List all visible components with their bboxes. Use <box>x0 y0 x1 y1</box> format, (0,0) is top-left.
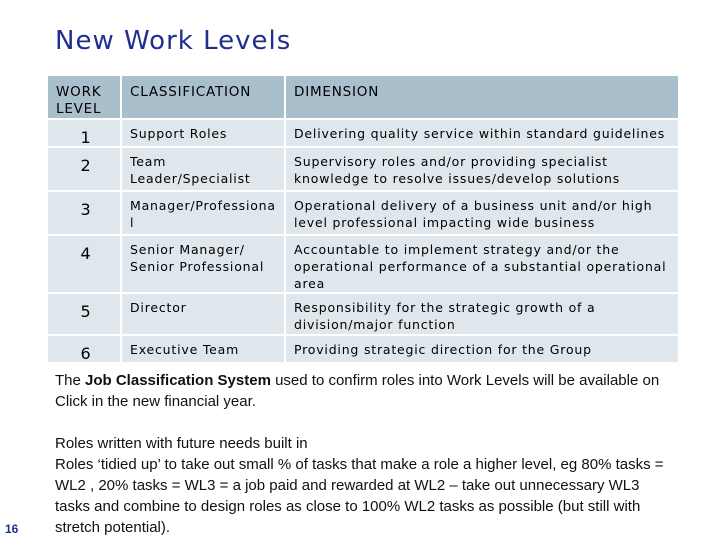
cell-classification <box>121 147 285 191</box>
cell-level: 1 <box>47 119 121 147</box>
roles-future-needs-line: Roles written with future needs built in <box>55 435 308 452</box>
cell-dimension <box>285 119 679 147</box>
cell-dimension-text: Operational delivery of a business unit and/or high level professional impacting wide business <box>294 198 653 230</box>
cell-classification <box>121 191 285 235</box>
cell-dimension-text: Delivering quality service within standard guidelines <box>294 126 666 141</box>
cell-classification-text: Support Roles <box>130 126 228 141</box>
para1-suffix: used to confirm roles into Work Levels will be available on Click in the new financial year. <box>55 372 660 410</box>
cell-classification-text: Senior Manager/ Senior Professional <box>130 242 265 274</box>
cell-dimension <box>285 235 679 293</box>
cell-dimension <box>285 191 679 235</box>
cell-dimension <box>285 147 679 191</box>
cell-classification <box>121 235 285 293</box>
job-classification-paragraph <box>55 370 675 412</box>
cell-level: 3 <box>47 191 121 235</box>
table-row <box>47 293 679 335</box>
job-classification-system-term: Job Classification System <box>85 372 271 389</box>
table-row <box>47 235 679 293</box>
cell-level: 5 <box>47 293 121 335</box>
header-classification: CLASSIFICATION <box>121 75 285 119</box>
cell-dimension <box>285 335 679 363</box>
cell-classification <box>121 293 285 335</box>
cell-classification-text: Executive Team <box>130 342 240 357</box>
cell-dimension-text: Providing strategic direction for the Group <box>294 342 592 357</box>
para1-prefix: The <box>55 372 86 389</box>
cell-level: 6 <box>47 335 121 363</box>
cell-dimension-text: Supervisory roles and/or providing specialist knowledge to resolve issues/develop solutions <box>294 154 621 186</box>
work-levels-table <box>46 74 680 364</box>
page-number: 16 <box>5 522 19 536</box>
cell-level: 2 <box>47 147 121 191</box>
cell-dimension-text: Accountable to implement strategy and/or the operational performance of a substantial operational area <box>294 242 667 291</box>
header-dimension: DIMENSION <box>285 75 679 119</box>
cell-level: 4 <box>47 235 121 293</box>
slide-title: New Work Levels <box>55 26 292 56</box>
table-row <box>47 147 679 191</box>
cell-classification-text: Manager/Professional <box>130 198 276 230</box>
cell-dimension-text: Responsibility for the strategic growth of a division/major function <box>294 300 596 332</box>
table-row <box>47 335 679 363</box>
table-row <box>47 191 679 235</box>
table-header-row <box>47 75 679 119</box>
cell-classification-text: Director <box>130 300 187 315</box>
cell-dimension <box>285 293 679 335</box>
roles-tidied-up-line: Roles ‘tidied up’ to take out small % of tasks that make a role a higher level, eg 80% tasks = WL2 , 20% tasks = WL3 = a job paid and rewarded at WL2 – take out unnecessary WL3 tasks and combine to design roles as close to 100% WL2 tasks as possible (but still with stretch potential). <box>55 456 664 536</box>
table-row <box>47 119 679 147</box>
body-text <box>55 370 675 538</box>
cell-classification <box>121 119 285 147</box>
cell-classification-text: Team Leader/Specialist <box>130 154 251 186</box>
header-work-level: WORK LEVEL <box>47 75 121 119</box>
cell-classification <box>121 335 285 363</box>
